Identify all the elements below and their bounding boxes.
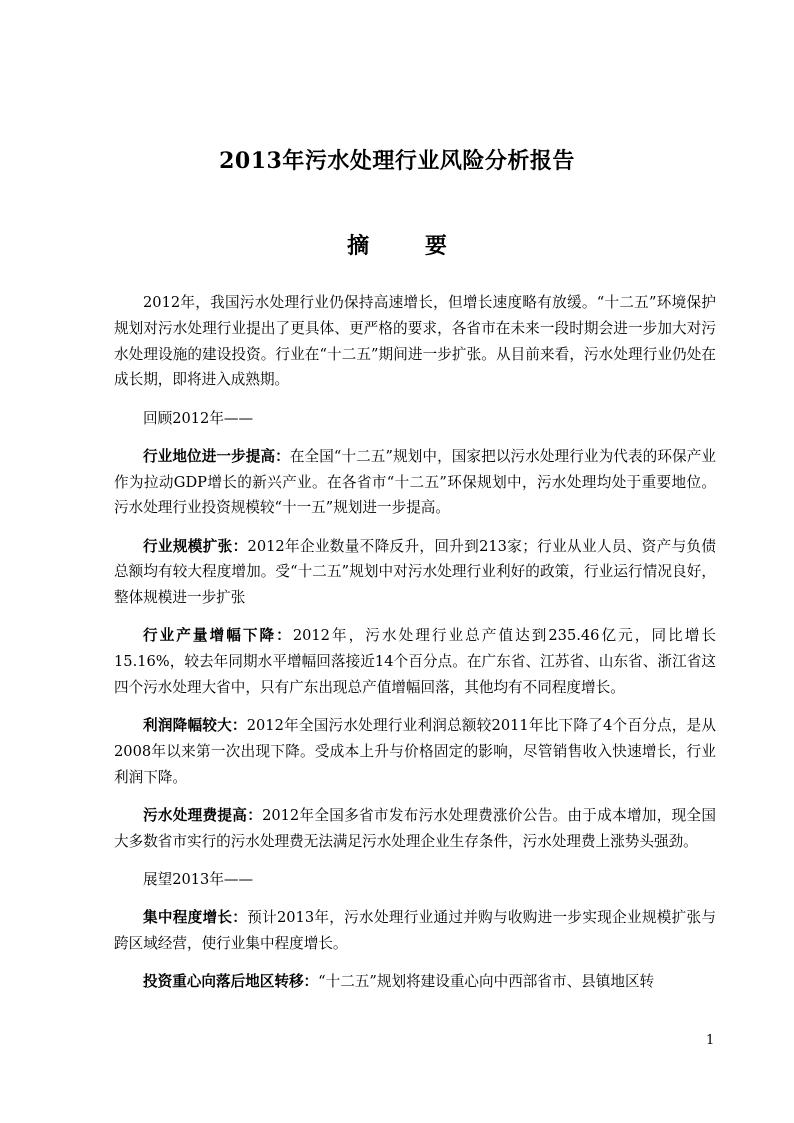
review-item-lead: 行业地位进一步提高： bbox=[143, 447, 290, 465]
review-item-lead: 行业产量增幅下降： bbox=[143, 627, 293, 645]
outlook-item-text: 预计2013年，污水处理行业通过并购与收购进一步实现企业规模扩张与跨区域经营，使行业集中程度增长。 bbox=[114, 909, 716, 952]
outlook-item bbox=[114, 905, 716, 957]
review-item-text: 2012年全国污水处理行业利润总额较2011年比下降了4个百分点，是从2008年以来第一次出现下降。受成本上升与价格固定的影响，尽管销售收入快速增长，行业利润下降。 bbox=[114, 717, 716, 786]
review-item bbox=[114, 444, 716, 521]
review-item-lead: 行业规模扩张： bbox=[143, 537, 248, 555]
review-item bbox=[114, 623, 716, 700]
review-item bbox=[114, 713, 716, 790]
review-item-text: 2012年企业数量不降反升，回升到213家；行业从业人员、资产与负债总额均有较大程度增加。受“十二五”规划中对污水处理行业利好的政策，行业运行情况良好，整体规模进一步扩张 bbox=[114, 537, 716, 607]
outlook-heading: 展望2013年—— bbox=[143, 870, 254, 888]
review-item bbox=[114, 534, 716, 611]
page-title: 2013年污水处理行业风险分析报告 bbox=[219, 148, 575, 174]
review-heading: 回顾2012年—— bbox=[143, 409, 254, 427]
outlook-item-lead: 集中程度增长： bbox=[143, 909, 248, 927]
review-item-text: 2012年全国多省市发布污水处理费涨价公告。由于成本增加，现全国大多数省市实行的污水处理费无法满足污水处理企业生存条件，污水处理费上涨势头强劲。 bbox=[114, 806, 716, 850]
review-item-text: 2012年，污水处理行业总产值达到235.46亿元，同比增长15.16%，较去年同期水平增幅回落接近14个百分点。在广东省、江苏省、山东省、浙江省这四个污水处理大省中，只有广东出现总产值增幅回落，其他均有不同程度增长。 bbox=[114, 627, 716, 696]
outlook-item-lead: 投资重心向落后地区转移： bbox=[143, 973, 319, 991]
section-heading: 摘 要 bbox=[347, 233, 471, 259]
document-body bbox=[114, 290, 716, 1007]
review-item-lead: 利润降幅较大： bbox=[143, 717, 247, 735]
outlook-item-text: “十二五”规划将建设重心向中西部省市、县镇地区转 bbox=[318, 973, 655, 991]
review-item-text: 在全国“十二五”规划中，国家把以污水处理行业为代表的环保产业作为拉动GDP增长的新兴产业。在各省市“十二五”环保规划中，污水处理均处于重要地位。污水处理行业投资规模较“十一五”规划进一步提高。 bbox=[114, 447, 716, 517]
review-item-lead: 污水处理费提高： bbox=[143, 806, 263, 824]
intro-paragraph: 2012年，我国污水处理行业仍保持高速增长，但增长速度略有放缓。“十二五”环境保护规划对污水处理行业提出了更具体、更严格的要求，各省市在未来一段时期会进一步加大对污水处理设施的建设投资。行业在“十二五”期间进一步扩张。从目前来看，污水处理行业仍处在成长期，即将进入成熟期。 bbox=[114, 294, 716, 389]
outlook-item bbox=[114, 969, 716, 995]
page-number: 1 bbox=[706, 1033, 715, 1048]
review-item bbox=[114, 803, 716, 855]
